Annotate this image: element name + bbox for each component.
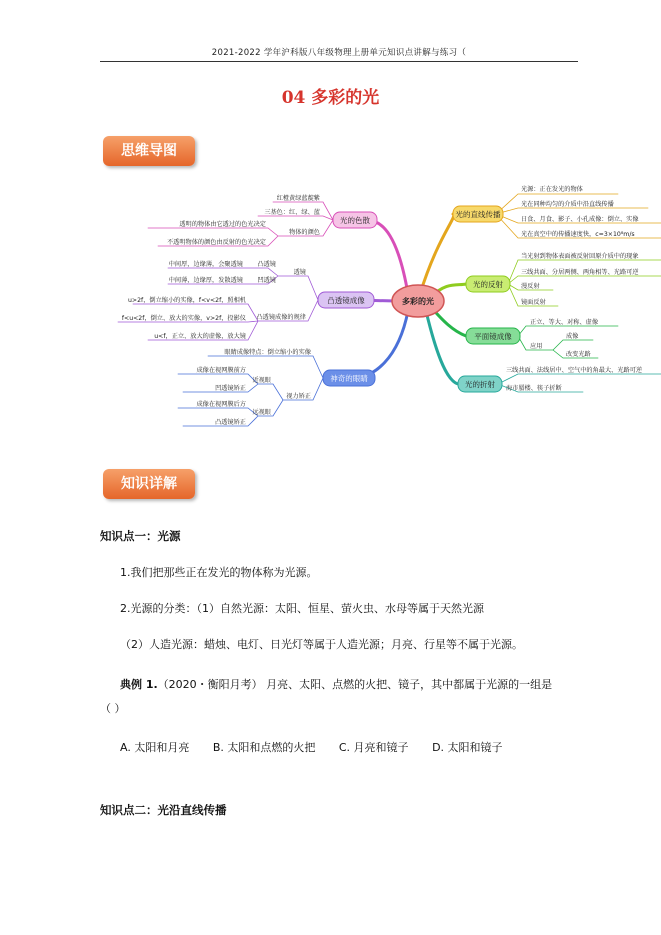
header-rule bbox=[100, 61, 578, 62]
mm-leaf: 改变光路 bbox=[566, 351, 591, 358]
section1-p2: 2.光源的分类：（1）自然光源：太阳、恒星、萤火虫、水母等属于天然光源 bbox=[120, 602, 484, 615]
mm-leaf: u<f，正立、放大的虚像，放大镜 bbox=[154, 333, 246, 340]
mm-leaf: 近视眼 bbox=[252, 377, 271, 384]
example-paren: （ ） bbox=[100, 702, 126, 715]
mm-leaf: 成像在视网膜后方 bbox=[196, 401, 246, 408]
branch-line bbox=[426, 311, 458, 384]
mm-leaf: 镜面反射 bbox=[521, 299, 546, 306]
mind-map bbox=[98, 176, 661, 436]
branch-line bbox=[420, 214, 454, 294]
page-header: 2021-2022 学年沪科版八年级物理上册单元知识点讲解与练习（ bbox=[211, 48, 467, 58]
mm-leaf: 红橙黄绿蓝靛紫 bbox=[276, 195, 320, 202]
mm-leaf: 海市蜃楼、筷子折断 bbox=[506, 385, 562, 392]
mm-leaf: 三基色：红、绿、蓝 bbox=[264, 209, 320, 216]
section1-p3: （2）人造光源：蜡烛、电灯、日光灯等属于人造光源；月亮、行星等不属于光源。 bbox=[120, 638, 523, 651]
branch-line bbox=[356, 311, 408, 378]
mm-leaf: 成像 bbox=[566, 333, 579, 340]
section1-heading: 知识点一：光源 bbox=[100, 529, 181, 543]
option-a: A. 太阳和月亮 bbox=[120, 741, 190, 754]
details-badge: 知识详解 bbox=[103, 469, 195, 499]
mm-leaf: u>2f，倒立缩小的实像，f<v<2f，照相机 bbox=[128, 297, 246, 304]
mm-leaf: 凹透镜 bbox=[257, 277, 276, 284]
center-label: 多彩的光 bbox=[402, 297, 434, 306]
mm-leaf: 三线共面、分居两侧、两角相等、光路可逆 bbox=[521, 269, 639, 276]
branch-line bbox=[368, 220, 408, 294]
mm-leaf: 远视眼 bbox=[252, 409, 271, 416]
mm-leaf: 凸透镜矫正 bbox=[215, 419, 246, 426]
node-label: 神奇的眼睛 bbox=[330, 374, 368, 383]
option-b: B. 太阳和点燃的火把 bbox=[212, 741, 316, 754]
mm-leaf: 光在真空中的传播速度快，c=3×10⁸m/s bbox=[521, 231, 635, 238]
mm-leaf: 三线共面、法线居中、空气中的角最大、光路可逆 bbox=[506, 367, 643, 374]
node-label: 光的反射 bbox=[473, 280, 503, 289]
mm-leaf: 中间厚，边缘薄，会聚透镜 bbox=[168, 261, 243, 268]
mm-leaf: 漫反射 bbox=[521, 283, 540, 290]
mm-leaf: 光在同种均匀的介质中沿直线传播 bbox=[521, 201, 614, 208]
mm-leaf: 应用 bbox=[530, 343, 543, 350]
mm-leaf: 不透明物体的颜色由反射的色光决定 bbox=[167, 239, 266, 246]
node-label: 光的直线传播 bbox=[455, 210, 501, 219]
example-text: （2020・衡阳月考） 月亮、太阳、点燃的火把、镜子，其中都属于光源的一组是 bbox=[157, 678, 553, 691]
page-title: 04 多彩的光 bbox=[281, 88, 380, 108]
node-label: 光的色散 bbox=[340, 216, 370, 225]
option-c: C. 月亮和镜子 bbox=[338, 741, 409, 754]
node-label: 平面镜成像 bbox=[474, 332, 512, 341]
mm-leaf: f<u<2f，倒立、放大的实像，v>2f，投影仪 bbox=[121, 315, 246, 322]
mm-leaf: 物体的颜色 bbox=[289, 229, 320, 236]
mm-leaf: 凸透镜 bbox=[257, 261, 276, 268]
mm-leaf: 透镜 bbox=[293, 269, 306, 276]
mm-leaf: 日食、月食、影子、小孔成像：倒立、实像 bbox=[521, 216, 639, 223]
mm-leaf: 中间薄，边缘厚，发散透镜 bbox=[168, 277, 243, 284]
example-label: 典例 1. bbox=[120, 678, 158, 691]
mindmap-badge: 思维导图 bbox=[103, 136, 195, 166]
section1-p1: 1.我们把那些正在发光的物体称为光源。 bbox=[120, 566, 318, 579]
options-row bbox=[120, 739, 523, 755]
mm-leaf: 成像在视网膜前方 bbox=[196, 367, 246, 374]
mm-leaf: 光源：正在发光的物体 bbox=[521, 186, 583, 193]
mm-leaf: 凹透镜矫正 bbox=[215, 385, 246, 392]
example-line bbox=[120, 677, 552, 693]
mm-leaf: 凸透镜成像的规律 bbox=[256, 314, 306, 321]
mm-leaf: 正立、等大、对称、虚像 bbox=[530, 319, 599, 326]
option-d: D. 太阳和镜子 bbox=[432, 741, 503, 754]
mm-leaf: 透明的物体由它透过的色光决定 bbox=[179, 221, 266, 228]
node-label: 凸透镜成像 bbox=[327, 296, 365, 305]
mm-leaf: 视力矫正 bbox=[286, 393, 311, 400]
node-label: 光的折射 bbox=[465, 380, 495, 389]
mm-leaf: 当光射到物体表面被反射回原介质中的现象 bbox=[521, 253, 639, 260]
mm-leaf: 眼睛成像特点：倒立缩小的实像 bbox=[224, 349, 311, 356]
section2-heading: 知识点二：光沿直线传播 bbox=[100, 803, 227, 817]
